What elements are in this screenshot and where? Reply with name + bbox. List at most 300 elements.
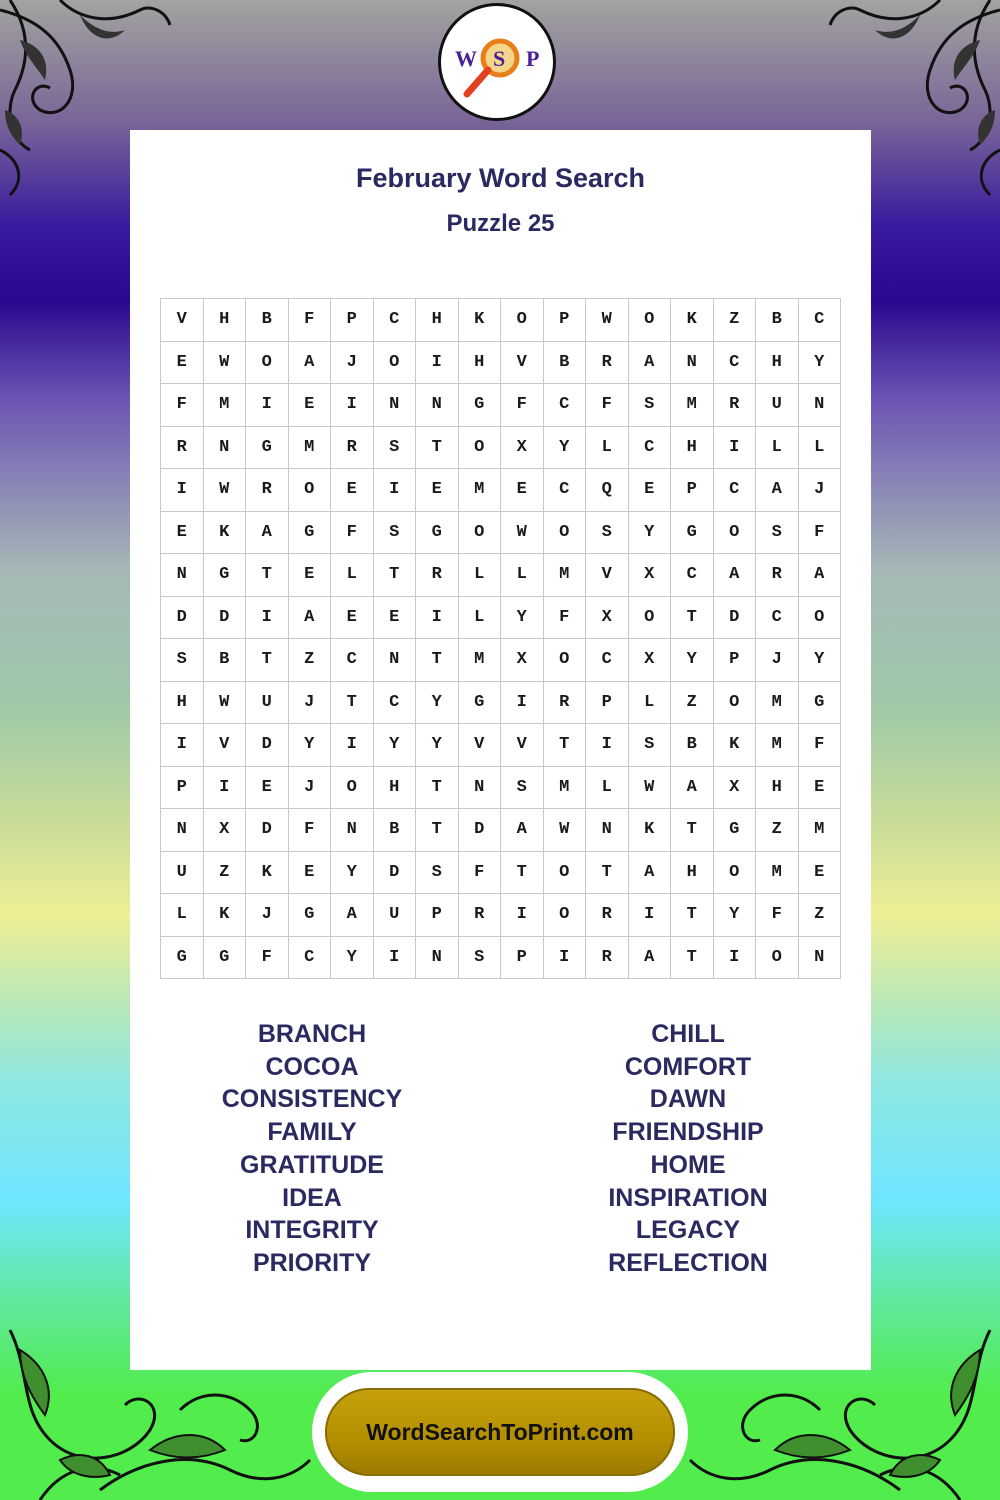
grid-cell[interactable]: R xyxy=(586,936,629,979)
grid-cell[interactable]: J xyxy=(756,639,799,682)
grid-cell[interactable]: O xyxy=(798,596,841,639)
grid-cell[interactable]: Z xyxy=(288,639,331,682)
grid-cell[interactable]: Y xyxy=(671,639,714,682)
grid-row xyxy=(161,851,841,894)
grid-cell[interactable]: O xyxy=(246,341,289,384)
word-list-item: HOME xyxy=(650,1150,726,1179)
grid-cell[interactable]: P xyxy=(161,766,204,809)
grid-cell[interactable]: G xyxy=(288,511,331,554)
grid-cell[interactable]: Z xyxy=(203,851,246,894)
footer-site-badge[interactable] xyxy=(325,1388,675,1476)
grid-cell[interactable]: R xyxy=(458,894,501,937)
word-list-item: CHILL xyxy=(651,1020,725,1048)
grid-cell[interactable]: D xyxy=(373,851,416,894)
grid-cell[interactable]: O xyxy=(501,299,544,342)
grid-cell[interactable]: V xyxy=(161,299,204,342)
grid-cell[interactable]: M xyxy=(543,554,586,597)
grid-cell[interactable]: V xyxy=(501,341,544,384)
grid-cell[interactable]: H xyxy=(203,299,246,342)
grid-cell[interactable]: I xyxy=(501,681,544,724)
grid-cell[interactable]: L xyxy=(586,766,629,809)
grid-cell[interactable]: L xyxy=(458,554,501,597)
grid-cell[interactable]: G xyxy=(416,511,459,554)
grid-cell[interactable]: F xyxy=(458,851,501,894)
grid-cell[interactable]: F xyxy=(331,511,374,554)
grid-cell[interactable]: F xyxy=(756,894,799,937)
word-list-item: COMFORT xyxy=(624,1052,752,1081)
grid-cell[interactable]: R xyxy=(161,426,204,469)
grid-cell[interactable]: P xyxy=(416,894,459,937)
grid-cell[interactable]: R xyxy=(543,681,586,724)
grid-cell[interactable]: C xyxy=(331,639,374,682)
grid-cell[interactable]: R xyxy=(331,426,374,469)
grid-cell[interactable]: M xyxy=(756,724,799,767)
grid-cell[interactable]: Y xyxy=(798,341,841,384)
grid-cell[interactable]: W xyxy=(203,681,246,724)
grid-cell[interactable]: G xyxy=(798,681,841,724)
grid-cell[interactable]: G xyxy=(161,936,204,979)
grid-cell[interactable]: F xyxy=(161,384,204,427)
grid-cell[interactable]: H xyxy=(373,766,416,809)
word-list-item: INTEGRITY xyxy=(245,1216,379,1245)
grid-cell[interactable]: Y xyxy=(373,724,416,767)
grid-cell[interactable]: G xyxy=(288,894,331,937)
grid-cell[interactable]: L xyxy=(586,426,629,469)
word-list-item: LEGACY xyxy=(635,1216,741,1245)
grid-cell[interactable]: S xyxy=(756,511,799,554)
grid-cell[interactable]: T xyxy=(416,809,459,852)
grid-cell[interactable]: V xyxy=(501,724,544,767)
grid-cell[interactable]: D xyxy=(246,809,289,852)
grid-cell[interactable]: B xyxy=(756,299,799,342)
grid-cell[interactable]: G xyxy=(203,554,246,597)
grid-cell[interactable]: I xyxy=(246,596,289,639)
grid-cell[interactable]: C xyxy=(671,554,714,597)
grid-cell[interactable]: K xyxy=(713,724,756,767)
grid-cell[interactable]: Y xyxy=(331,851,374,894)
grid-cell[interactable]: X xyxy=(501,639,544,682)
grid-cell[interactable]: I xyxy=(713,936,756,979)
grid-cell[interactable]: G xyxy=(458,384,501,427)
grid-cell[interactable]: W xyxy=(203,469,246,512)
grid-cell[interactable]: S xyxy=(161,639,204,682)
grid-cell[interactable]: I xyxy=(161,724,204,767)
grid-cell[interactable]: K xyxy=(458,299,501,342)
grid-cell[interactable]: D xyxy=(246,724,289,767)
grid-cell[interactable]: E xyxy=(416,469,459,512)
grid-cell[interactable]: D xyxy=(203,596,246,639)
grid-cell[interactable]: A xyxy=(331,894,374,937)
grid-cell[interactable]: H xyxy=(416,299,459,342)
grid-cell[interactable]: P xyxy=(586,681,629,724)
grid-cell[interactable]: O xyxy=(628,596,671,639)
grid-cell[interactable]: O xyxy=(288,469,331,512)
grid-cell[interactable]: C xyxy=(713,341,756,384)
grid-cell[interactable]: T xyxy=(416,766,459,809)
grid-cell[interactable]: S xyxy=(628,384,671,427)
grid-cell[interactable]: U xyxy=(373,894,416,937)
grid-row xyxy=(161,299,841,342)
grid-cell[interactable]: M xyxy=(671,384,714,427)
grid-cell[interactable]: N xyxy=(331,809,374,852)
grid-cell[interactable]: W xyxy=(501,511,544,554)
grid-cell[interactable]: C xyxy=(586,639,629,682)
grid-cell[interactable]: P xyxy=(331,299,374,342)
grid-cell[interactable]: B xyxy=(203,639,246,682)
grid-cell[interactable]: P xyxy=(543,299,586,342)
grid-cell[interactable]: M xyxy=(543,766,586,809)
grid-cell[interactable]: D xyxy=(458,809,501,852)
page-title: February Word Search xyxy=(355,163,646,193)
word-list-item: FAMILY xyxy=(267,1118,357,1147)
grid-row xyxy=(161,639,841,682)
grid-cell[interactable]: C xyxy=(628,426,671,469)
grid-cell[interactable]: X xyxy=(628,639,671,682)
grid-cell[interactable]: I xyxy=(586,724,629,767)
grid-cell[interactable]: L xyxy=(628,681,671,724)
grid-cell[interactable]: W xyxy=(586,299,629,342)
grid-cell[interactable]: L xyxy=(161,894,204,937)
grid-cell[interactable]: B xyxy=(246,299,289,342)
grid-cell[interactable]: M xyxy=(756,851,799,894)
grid-cell[interactable]: R xyxy=(416,554,459,597)
grid-cell[interactable]: L xyxy=(756,426,799,469)
grid-cell[interactable]: E xyxy=(161,511,204,554)
grid-cell[interactable]: I xyxy=(373,936,416,979)
grid-row xyxy=(161,341,841,384)
grid-cell[interactable]: O xyxy=(628,299,671,342)
grid-cell[interactable]: A xyxy=(628,936,671,979)
grid-cell[interactable]: N xyxy=(798,936,841,979)
grid-cell[interactable]: T xyxy=(501,851,544,894)
grid-cell[interactable]: X xyxy=(713,766,756,809)
grid-cell[interactable]: X xyxy=(501,426,544,469)
grid-cell[interactable]: T xyxy=(246,554,289,597)
grid-cell[interactable]: E xyxy=(373,596,416,639)
grid-cell[interactable]: I xyxy=(373,469,416,512)
grid-cell[interactable]: C xyxy=(543,384,586,427)
grid-cell[interactable]: M xyxy=(458,639,501,682)
grid-cell[interactable]: T xyxy=(373,554,416,597)
grid-cell[interactable]: E xyxy=(501,469,544,512)
grid-cell[interactable]: N xyxy=(416,384,459,427)
grid-cell[interactable]: F xyxy=(501,384,544,427)
grid-cell[interactable]: M xyxy=(288,426,331,469)
grid-cell[interactable]: N xyxy=(416,936,459,979)
grid-cell[interactable]: F xyxy=(288,809,331,852)
grid-cell[interactable]: B xyxy=(543,341,586,384)
grid-cell[interactable]: O xyxy=(543,894,586,937)
grid-cell[interactable]: I xyxy=(416,596,459,639)
grid-row xyxy=(161,894,841,937)
grid-cell[interactable]: Z xyxy=(671,681,714,724)
grid-cell[interactable]: S xyxy=(373,426,416,469)
grid-row xyxy=(161,766,841,809)
grid-cell[interactable]: O xyxy=(543,851,586,894)
grid-cell[interactable]: H xyxy=(671,426,714,469)
word-list-item: IDEA xyxy=(282,1183,342,1212)
grid-cell[interactable]: Y xyxy=(798,639,841,682)
word-list-item: GRATITUDE xyxy=(240,1150,384,1179)
grid-cell[interactable]: R xyxy=(713,384,756,427)
grid-cell[interactable]: O xyxy=(713,511,756,554)
corner-ornament-bottom-right xyxy=(680,1310,1000,1500)
grid-cell[interactable]: L xyxy=(458,596,501,639)
grid-cell[interactable]: P xyxy=(713,639,756,682)
grid-cell[interactable]: S xyxy=(501,766,544,809)
grid-cell[interactable]: C xyxy=(288,936,331,979)
grid-cell[interactable]: T xyxy=(416,426,459,469)
grid-cell[interactable]: L xyxy=(798,426,841,469)
grid-cell[interactable]: T xyxy=(543,724,586,767)
grid-cell[interactable]: O xyxy=(756,936,799,979)
grid-cell[interactable]: Z xyxy=(713,299,756,342)
grid-cell[interactable]: I xyxy=(501,894,544,937)
word-list-item: INSPIRATION xyxy=(608,1183,768,1212)
grid-cell[interactable]: V xyxy=(203,724,246,767)
grid-cell[interactable]: F xyxy=(543,596,586,639)
logo-letter-s: S xyxy=(493,46,506,71)
grid-cell[interactable]: N xyxy=(373,639,416,682)
grid-cell[interactable]: A xyxy=(288,341,331,384)
grid-cell[interactable]: I xyxy=(203,766,246,809)
grid-cell[interactable]: Y xyxy=(501,596,544,639)
grid-cell[interactable]: O xyxy=(713,851,756,894)
grid-cell[interactable]: S xyxy=(586,511,629,554)
grid-cell[interactable]: K xyxy=(246,851,289,894)
grid-cell[interactable]: G xyxy=(246,426,289,469)
grid-cell[interactable]: I xyxy=(543,936,586,979)
grid-cell[interactable]: M xyxy=(203,384,246,427)
word-list-item: PRIORITY xyxy=(252,1248,372,1277)
grid-cell[interactable]: A xyxy=(798,554,841,597)
grid-cell[interactable]: S xyxy=(373,511,416,554)
grid-cell[interactable]: T xyxy=(246,639,289,682)
grid-cell[interactable]: A xyxy=(713,554,756,597)
grid-cell[interactable]: A xyxy=(756,469,799,512)
word-list-left xyxy=(162,1018,462,1280)
grid-cell[interactable]: W xyxy=(628,766,671,809)
grid-cell[interactable]: N xyxy=(161,809,204,852)
grid-cell[interactable]: E xyxy=(246,766,289,809)
grid-cell[interactable]: O xyxy=(543,511,586,554)
grid-cell[interactable]: T xyxy=(586,851,629,894)
grid-cell[interactable]: K xyxy=(628,809,671,852)
grid-cell[interactable]: O xyxy=(543,639,586,682)
grid-cell[interactable]: N xyxy=(161,554,204,597)
grid-cell[interactable]: I xyxy=(331,724,374,767)
grid-cell[interactable]: R xyxy=(246,469,289,512)
grid-row xyxy=(161,511,841,554)
grid-cell[interactable]: I xyxy=(331,384,374,427)
grid-cell[interactable]: G xyxy=(458,681,501,724)
footer-site-label: WordSearchToPrint.com xyxy=(366,1418,634,1445)
grid-cell[interactable]: H xyxy=(756,766,799,809)
grid-cell[interactable]: J xyxy=(246,894,289,937)
grid-cell[interactable]: E xyxy=(288,384,331,427)
grid-cell[interactable]: E xyxy=(288,554,331,597)
grid-cell[interactable]: I xyxy=(161,469,204,512)
grid-cell[interactable]: R xyxy=(586,894,629,937)
grid-cell[interactable]: C xyxy=(373,299,416,342)
grid-cell[interactable]: D xyxy=(161,596,204,639)
corner-ornament-bottom-left xyxy=(0,1310,320,1500)
grid-cell[interactable]: T xyxy=(671,936,714,979)
grid-cell[interactable]: O xyxy=(458,426,501,469)
grid-cell[interactable]: I xyxy=(713,426,756,469)
grid-cell[interactable]: C xyxy=(713,469,756,512)
grid-cell[interactable]: T xyxy=(671,596,714,639)
grid-cell[interactable]: H xyxy=(671,851,714,894)
grid-cell[interactable]: F xyxy=(288,299,331,342)
grid-cell[interactable]: T xyxy=(671,809,714,852)
grid-cell[interactable]: T xyxy=(416,639,459,682)
grid-cell[interactable]: M xyxy=(798,809,841,852)
grid-cell[interactable]: Y xyxy=(331,936,374,979)
grid-cell[interactable]: T xyxy=(671,894,714,937)
letter-grid xyxy=(160,298,841,979)
grid-cell[interactable]: N xyxy=(586,809,629,852)
word-list-item: FRIENDSHIP xyxy=(612,1118,764,1147)
grid-cell[interactable]: D xyxy=(713,596,756,639)
grid-cell[interactable]: Y xyxy=(543,426,586,469)
wsp-logo xyxy=(438,3,556,121)
grid-cell[interactable]: M xyxy=(756,681,799,724)
grid-cell[interactable]: W xyxy=(203,341,246,384)
grid-cell[interactable]: E xyxy=(798,851,841,894)
grid-cell[interactable]: K xyxy=(203,511,246,554)
puzzle-number: Puzzle 25 xyxy=(446,210,555,237)
grid-cell[interactable]: S xyxy=(628,724,671,767)
grid-cell[interactable]: J xyxy=(288,681,331,724)
grid-cell[interactable]: F xyxy=(798,511,841,554)
grid-cell[interactable]: S xyxy=(416,851,459,894)
logo-letter-p: P xyxy=(526,46,540,71)
grid-cell[interactable]: E xyxy=(161,341,204,384)
grid-cell[interactable]: U xyxy=(246,681,289,724)
grid-cell[interactable]: N xyxy=(203,426,246,469)
word-list-right xyxy=(538,1018,838,1280)
grid-cell[interactable]: X xyxy=(586,596,629,639)
grid-cell[interactable]: F xyxy=(586,384,629,427)
grid-cell[interactable]: Y xyxy=(713,894,756,937)
grid-row xyxy=(161,724,841,767)
grid-cell[interactable]: G xyxy=(671,511,714,554)
grid-cell[interactable]: V xyxy=(458,724,501,767)
grid-cell[interactable]: E xyxy=(628,469,671,512)
grid-cell[interactable]: I xyxy=(246,384,289,427)
grid-cell[interactable]: U xyxy=(161,851,204,894)
grid-row xyxy=(161,596,841,639)
grid-cell[interactable]: O xyxy=(373,341,416,384)
grid-cell[interactable]: A xyxy=(288,596,331,639)
grid-cell[interactable]: N xyxy=(798,384,841,427)
logo-letter-w: W xyxy=(455,46,477,71)
grid-cell[interactable]: R xyxy=(756,554,799,597)
grid-cell[interactable]: E xyxy=(288,851,331,894)
grid-cell[interactable]: A xyxy=(628,851,671,894)
grid-cell[interactable]: A xyxy=(501,809,544,852)
grid-cell[interactable]: W xyxy=(543,809,586,852)
grid-row xyxy=(161,426,841,469)
grid-cell[interactable]: N xyxy=(671,341,714,384)
grid-cell[interactable]: N xyxy=(458,766,501,809)
grid-cell[interactable]: A xyxy=(628,341,671,384)
grid-cell[interactable]: V xyxy=(586,554,629,597)
grid-cell[interactable]: X xyxy=(628,554,671,597)
grid-cell[interactable]: K xyxy=(203,894,246,937)
grid-cell[interactable]: Y xyxy=(628,511,671,554)
grid-row xyxy=(161,809,841,852)
grid-cell[interactable]: E xyxy=(331,596,374,639)
grid-cell[interactable]: C xyxy=(756,596,799,639)
grid-cell[interactable]: E xyxy=(798,766,841,809)
grid-cell[interactable]: I xyxy=(416,341,459,384)
word-list-item: CONSISTENCY xyxy=(221,1085,403,1114)
grid-cell[interactable]: J xyxy=(288,766,331,809)
grid-cell[interactable]: J xyxy=(798,469,841,512)
grid-cell[interactable]: B xyxy=(671,724,714,767)
grid-cell[interactable]: C xyxy=(373,681,416,724)
grid-cell[interactable]: M xyxy=(458,469,501,512)
grid-cell[interactable]: E xyxy=(331,469,374,512)
grid-row xyxy=(161,936,841,979)
grid-cell[interactable]: C xyxy=(543,469,586,512)
grid-cell[interactable]: C xyxy=(798,299,841,342)
grid-cell[interactable]: P xyxy=(671,469,714,512)
word-list-item: COCOA xyxy=(265,1052,359,1081)
grid-cell[interactable]: O xyxy=(458,511,501,554)
grid-row xyxy=(161,681,841,724)
word-list-item: BRANCH xyxy=(257,1020,367,1048)
grid-cell[interactable]: R xyxy=(586,341,629,384)
grid-row xyxy=(161,554,841,597)
grid-cell[interactable]: K xyxy=(671,299,714,342)
grid-cell[interactable]: H xyxy=(161,681,204,724)
grid-cell[interactable]: Y xyxy=(416,681,459,724)
grid-cell[interactable]: L xyxy=(501,554,544,597)
word-list-item: REFLECTION xyxy=(608,1248,768,1277)
grid-cell[interactable]: A xyxy=(246,511,289,554)
grid-cell[interactable]: P xyxy=(501,936,544,979)
word-list-item: DAWN xyxy=(649,1085,727,1114)
grid-cell[interactable]: Z xyxy=(756,809,799,852)
grid-cell[interactable]: H xyxy=(458,341,501,384)
grid-cell[interactable]: U xyxy=(756,384,799,427)
grid-cell[interactable]: F xyxy=(246,936,289,979)
grid-row xyxy=(161,469,841,512)
grid-cell[interactable]: S xyxy=(458,936,501,979)
grid-cell[interactable]: G xyxy=(203,936,246,979)
grid-cell[interactable]: H xyxy=(756,341,799,384)
grid-cell[interactable]: B xyxy=(373,809,416,852)
grid-cell[interactable]: A xyxy=(671,766,714,809)
grid-cell[interactable]: X xyxy=(203,809,246,852)
grid-cell[interactable]: O xyxy=(331,766,374,809)
grid-cell[interactable]: L xyxy=(331,554,374,597)
grid-cell[interactable]: G xyxy=(713,809,756,852)
grid-cell[interactable]: Y xyxy=(288,724,331,767)
grid-cell[interactable]: O xyxy=(713,681,756,724)
grid-cell[interactable]: I xyxy=(628,894,671,937)
grid-cell[interactable]: F xyxy=(798,724,841,767)
grid-cell[interactable]: Q xyxy=(586,469,629,512)
grid-cell[interactable]: T xyxy=(331,681,374,724)
grid-cell[interactable]: Z xyxy=(798,894,841,937)
grid-cell[interactable]: J xyxy=(331,341,374,384)
grid-cell[interactable]: Y xyxy=(416,724,459,767)
grid-cell[interactable]: N xyxy=(373,384,416,427)
